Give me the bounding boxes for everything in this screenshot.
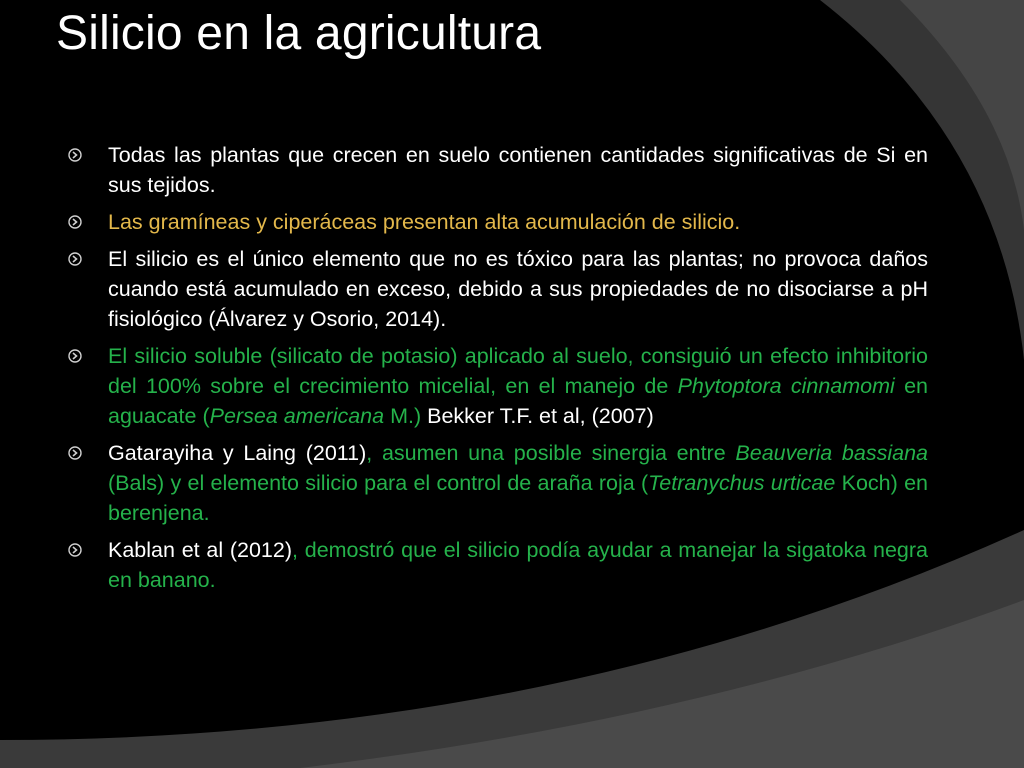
bullet-text: , asumen una posible sinergia entre (366, 441, 736, 465)
species-name: Phytoptora cinnamomi (677, 374, 895, 398)
circle-arrow-right-icon (68, 148, 82, 162)
species-name: Beauveria bassiana (735, 441, 928, 465)
bullet-item (64, 140, 928, 200)
circle-arrow-right-icon (68, 252, 82, 266)
bullet-text: , demostró que el silicio podía ayudar a manejar la sigatoka negra en banano. (108, 538, 928, 592)
bullet-text: Las gramíneas y ciperáceas presentan alta acumulación de silicio. (108, 210, 741, 234)
bullet-item (64, 207, 928, 237)
circle-arrow-right-icon (68, 446, 82, 460)
bullet-text: Todas las plantas que crecen en suelo contienen cantidades significativas de Si en sus tejidos. (108, 143, 928, 197)
bullet-text: (Bals) y el elemento silicio para el control de araña roja ( (108, 471, 649, 495)
circle-arrow-right-icon (68, 349, 82, 363)
bullet-item (64, 341, 928, 431)
species-name: Tetranychus urticae (648, 471, 836, 495)
bullet-item (64, 535, 928, 595)
species-name: Persea americana (209, 404, 385, 428)
circle-arrow-right-icon (68, 215, 82, 229)
bullet-text: M.) (384, 404, 422, 428)
bullet-text: El silicio soluble (silicato de potasio) aplicado al suelo, consiguió un efecto inhibitorio del 100% sobre el crecimiento micelial, en el manejo de (108, 344, 928, 398)
slide-title: Silicio en la agricultura (56, 7, 542, 60)
circle-arrow-right-icon (68, 543, 82, 557)
citation: Kablan et al (2012) (108, 538, 293, 562)
bullet-item (64, 438, 928, 528)
citation: Gatarayiha y Laing (2011) (108, 441, 367, 465)
citation: Bekker T.F. et al, (2007) (421, 404, 654, 428)
bullet-text: Koch) en berenjena. (108, 471, 928, 525)
bullet-item (64, 244, 928, 334)
bullet-text: El silicio es el único elemento que no es tóxico para las plantas; no provoca daños cuando está acumulado en exceso, debido a sus propiedades de no disociarse a pH fisiológico (Álvarez y Osorio, 2014). (108, 247, 928, 331)
bullet-text: en aguacate ( (108, 374, 929, 428)
bullet-list (64, 140, 928, 602)
